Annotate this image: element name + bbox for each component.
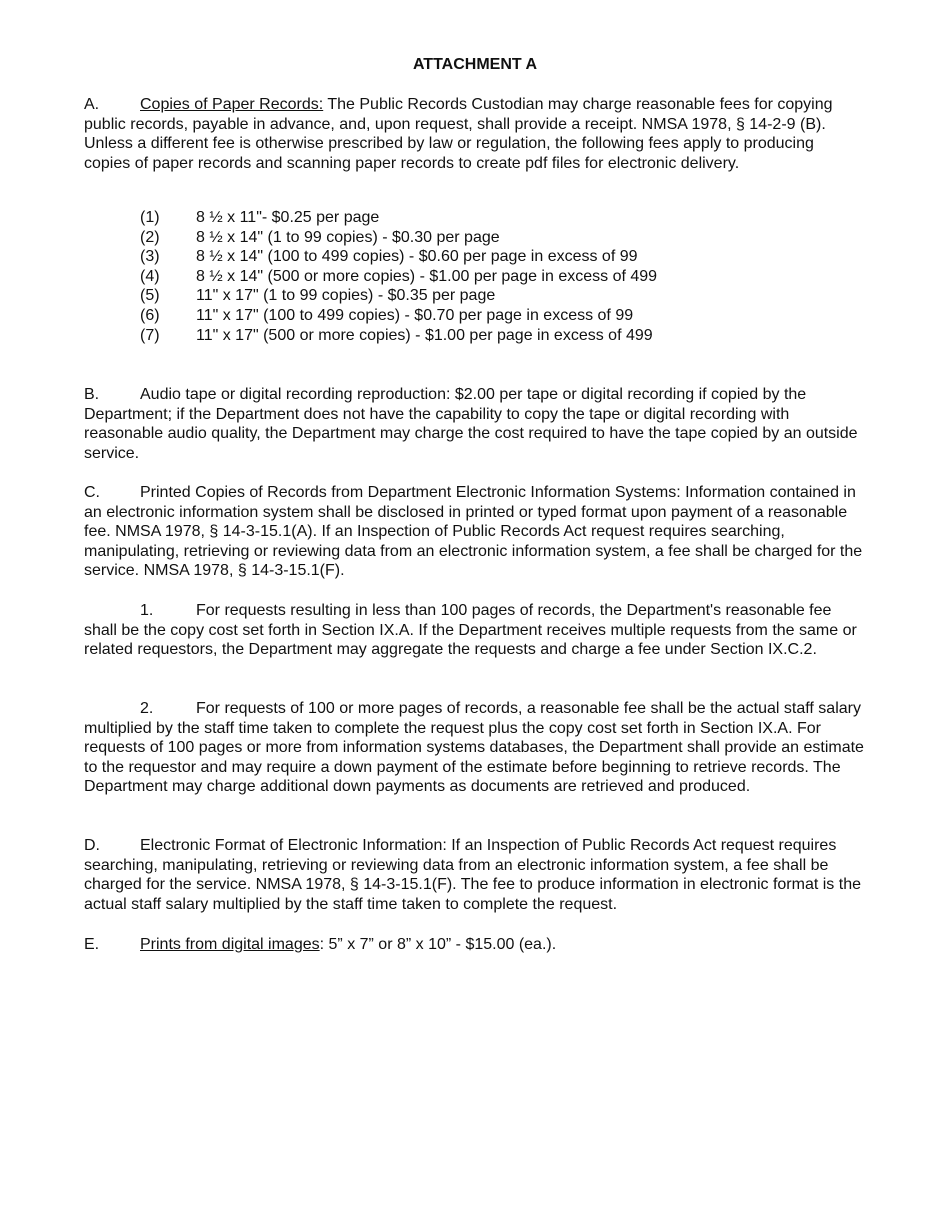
section-d-body: Electronic Format of Electronic Information: If an Inspection of Public Records Act request requires searching, manipulating, retrieving or reviewing data from an electronic information system, a fee shall be charged for the service. NMSA 1978, § 14-3-15.1(F). The fee to produce information in electronic format is the actual staff salary multiplied by the staff time taken to complete the request. <box>84 837 861 913</box>
page-title: ATTACHMENT A <box>412 56 538 73</box>
section-c-body: Printed Copies of Records from Department Electronic Information Systems: Information contained in an electronic information system shall be disclosed in printed or typed format upon payment of a reasonable fee. NMSA 1978, § 14-3-15.1(A). If an Inspection of Public Records Act request requires searching, manipulating, retrieving or reviewing data from an electronic information system, a fee shall be charged for the service. NMSA 1978, § 14-3-15.1(F). <box>84 484 863 580</box>
fee-item: (1) 8 ½ x 11"- $0.25 per page <box>140 209 380 226</box>
section-c-label: C. <box>84 484 100 501</box>
section-e-label: E. <box>84 936 100 953</box>
section-e-heading: Prints from digital images <box>140 936 320 953</box>
section-c-1-body: For requests resulting in less than 100 pages of records, the Department's reasonable fee shall be the copy cost set forth in Section IX.A. If the Department receives multiple requests from the same or related requestors, the Department may aggregate the requests and charge a fee under Section IX.C.2. <box>84 602 857 659</box>
section-a-label: A. <box>84 96 100 113</box>
fee-item: (3) 8 ½ x 14" (100 to 499 copies) - $0.60 per page in excess of 99 <box>140 248 638 266</box>
section-a-body: The Public Records Custodian may charge reasonable fees for copying public records, payable in advance, and, upon request, shall provide a receipt. NMSA 1978, § 14-2-9 (B). Unless a different fee is otherwise prescribed by law or regulation, the following fees apply to producing copies of paper records and scanning paper records to create pdf files for electronic delivery. <box>84 96 833 172</box>
fee-item: (5) 11" x 17" (1 to 99 copies) - $0.35 per page <box>140 287 496 305</box>
section-a-heading: Copies of Paper Records: <box>140 96 324 113</box>
section-b-label: B. <box>84 386 100 403</box>
section-c-2 <box>84 699 864 797</box>
section-c-2-label: 2. <box>140 700 154 717</box>
fee-item: (2) 8 ½ x 14" (1 to 99 copies) - $0.30 per page <box>140 228 500 246</box>
fee-list <box>140 208 657 345</box>
fee-item: (6) 11" x 17" (100 to 499 copies) - $0.70 per page in excess of 99 <box>140 306 634 324</box>
fee-item: (7) 11" x 17" (500 or more copies) - $1.00 per page in excess of 499 <box>140 326 653 344</box>
section-c-2-body: For requests of 100 or more pages of records, a reasonable fee shall be the actual staff salary multiplied by the staff time taken to complete the request plus the copy cost set forth in Section IX.A. For requests of 100 pages or more from information systems databases, the Department shall provide an estimate to the requestor and may require a down payment of the estimate before beginning to retrieve records. The Department may charge additional down payments as documents are retrieved and produced. <box>84 700 864 796</box>
section-c <box>84 483 864 581</box>
section-c-1 <box>84 601 864 660</box>
section-b <box>84 385 864 463</box>
fee-item: (4) 8 ½ x 14" (500 or more copies) - $1.00 per page in excess of 499 <box>140 267 658 285</box>
section-a <box>84 95 864 173</box>
section-e-body: : 5” x 7” or 8” x 10” - $15.00 (ea.). <box>319 936 557 953</box>
section-d-label: D. <box>84 837 100 854</box>
section-d <box>84 836 864 914</box>
section-c-1-label: 1. <box>140 602 154 619</box>
section-b-body: Audio tape or digital recording reproduction: $2.00 per tape or digital recording if copied by the Department; if the Department does not have the capability to copy the tape or digital recording with reasonable audio quality, the Department may charge the cost required to have the tape copied by an outside service. <box>84 386 858 462</box>
section-e <box>84 935 864 955</box>
